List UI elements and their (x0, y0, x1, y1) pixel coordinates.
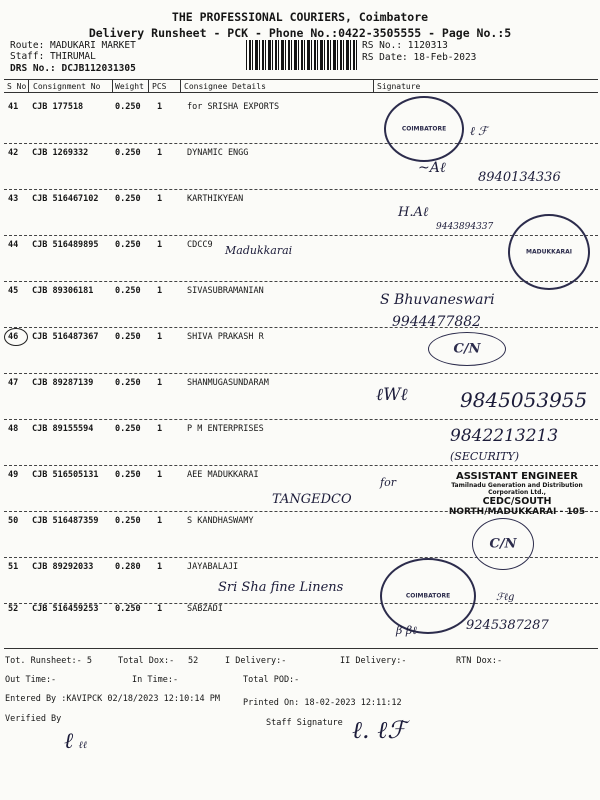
cn-mark-46: C/N (428, 332, 506, 366)
row-consignee: SABZADI (187, 604, 223, 614)
total-dox-value: 52 (188, 656, 199, 666)
handwriting-srisha: Sri Sha fine Linens (218, 580, 344, 595)
row-pcs: 1 (157, 102, 163, 112)
row-pcs: 1 (157, 604, 163, 614)
row-pcs: 1 (157, 240, 163, 250)
row-consignment: CJB 177518 (32, 102, 84, 112)
company-title: THE PROFESSIONAL COURIERS, Coimbatore (171, 10, 429, 24)
phone-45: 9944477882 (392, 314, 482, 330)
row-46-circle-mark (4, 328, 28, 346)
signature-47: ℓWℓ (376, 385, 408, 405)
row-consignment: CJB 89306181 (32, 286, 94, 296)
row-consignment: CJB 89287139 (32, 378, 94, 388)
table-row (4, 282, 598, 328)
row-consignee: CDCC9 (187, 240, 213, 250)
row-weight: 0.250 (115, 604, 141, 614)
row-pcs: 1 (157, 424, 163, 434)
for-49: for (380, 476, 396, 489)
col-divider (148, 80, 149, 92)
phone-48: 9842213213 (450, 426, 559, 446)
row-weight: 0.280 (115, 562, 141, 572)
row-consignment: CJB 516487367 (32, 332, 99, 342)
row-weight: 0.250 (115, 102, 141, 112)
entered-by: Entered By :KAVIPCK 02/18/2023 12:10:14 PM (5, 694, 220, 704)
col-weight: Weight (115, 82, 144, 91)
signature-42: ~Aℓ (418, 160, 446, 176)
row-weight: 0.250 (115, 378, 141, 388)
assistant-engineer-stamp: ASSISTANT ENGINEER Tamilnadu Generation and Distribution Corporation Ltd., CEDC/SOUTH NORTH/MADUKKARAI - 105 (448, 471, 586, 517)
header-rule-bottom (4, 92, 598, 93)
signature-43: H.Aℓ (398, 205, 429, 220)
rtn-dox: RTN Dox:- (456, 656, 503, 666)
row-pcs: 1 (157, 194, 163, 204)
col-divider (28, 80, 29, 92)
row-weight: 0.250 (115, 286, 141, 296)
security-note-48: (SECURITY) (450, 450, 520, 463)
row-sno: 44 (8, 240, 19, 250)
footer-rule (4, 648, 598, 649)
col-signature: Signature (377, 82, 421, 91)
row-weight: 0.250 (115, 240, 141, 250)
out-time: Out Time:- (5, 675, 57, 685)
handwriting-bhuvaneswari: S Bhuvaneswari (380, 292, 495, 308)
row-consignment: CJB 516459253 (32, 604, 99, 614)
row-weight: 0.250 (115, 194, 141, 204)
row-consignee: SHIVA PRAKASH R (187, 332, 264, 342)
signature-51: ℱℓg (496, 592, 515, 603)
row-sno: 46 (8, 332, 19, 342)
total-pod: Total POD:- (243, 675, 300, 685)
col-divider (112, 80, 113, 92)
col-consignee: Consignee Details (184, 82, 266, 91)
cn-mark-50: C/N (472, 518, 534, 570)
row-consignee: SIVASUBRAMANIAN (187, 286, 264, 296)
phone-43: 9443894337 (436, 222, 494, 232)
phone-52: 9245387287 (466, 618, 549, 633)
row-pcs: 1 (157, 470, 163, 480)
signature-52: β βℓ (396, 624, 417, 637)
srisha-stamp-top: COIMBATORE (384, 96, 464, 162)
row-sno: 42 (8, 148, 19, 158)
row-sno: 45 (8, 286, 19, 296)
staff-signature: ℓ. ℓℱ (352, 716, 407, 744)
row-sno: 52 (8, 604, 19, 614)
rs-number: RS No.: 1120313 (362, 40, 448, 51)
table-row (4, 98, 598, 144)
barcode (246, 40, 358, 70)
row-pcs: 1 (157, 286, 163, 296)
bank-stamp: MADUKKARAI (508, 214, 590, 290)
row-consignee: P M ENTERPRISES (187, 424, 264, 434)
row-consignee: for SRISHA EXPORTS (187, 102, 280, 112)
row-consignment: CJB 516467102 (32, 194, 99, 204)
ii-delivery: II Delivery:- (340, 656, 407, 666)
tot-runsheet: Tot. Runsheet:- 5 (5, 656, 92, 666)
row-sno: 48 (8, 424, 19, 434)
row-consignment: CJB 89155594 (32, 424, 94, 434)
runsheet-title: Delivery Runsheet - PCK - Phone No.:0422-3505555 - Page No.:5 (88, 26, 512, 40)
row-consignee: SHANMUGASUNDARAM (187, 378, 269, 388)
verified-by: Verified By (5, 714, 62, 724)
rs-date: RS Date: 18-Feb-2023 (362, 52, 477, 63)
row-consignee: AEE MADUKKARAI (187, 470, 259, 480)
route-label: Route: MADUKARI MARKET (10, 40, 136, 51)
row-weight: 0.250 (115, 470, 141, 480)
col-consignment: Consignment No (33, 82, 101, 91)
row-consignment: CJB 516489895 (32, 240, 99, 250)
row-sno: 51 (8, 562, 19, 572)
handwriting-tangedco: TANGEDCO (272, 492, 352, 507)
verified-signature: ℓ ℓℓ (64, 729, 88, 754)
row-weight: 0.250 (115, 424, 141, 434)
row-consignment: CJB 1269332 (32, 148, 89, 158)
row-consignment: CJB 516505131 (32, 470, 99, 480)
i-delivery: I Delivery:- (225, 656, 287, 666)
header-rule-top (4, 79, 598, 80)
total-dox-label: Total Dox:- (118, 656, 175, 666)
col-divider (180, 80, 181, 92)
row-pcs: 1 (157, 378, 163, 388)
row-pcs: 1 (157, 148, 163, 158)
row-weight: 0.250 (115, 332, 141, 342)
staff-signature-label: Staff Signature (266, 718, 343, 728)
row-sno: 43 (8, 194, 19, 204)
row-consignee: S KANDHASWAMY (187, 516, 254, 526)
row-sno: 50 (8, 516, 19, 526)
col-pcs: PCS (152, 82, 167, 91)
signature-41: ℓ ℱ (470, 124, 488, 138)
row-consignee: JAYABALAJI (187, 562, 239, 572)
row-pcs: 1 (157, 562, 163, 572)
row-sno: 47 (8, 378, 19, 388)
row-weight: 0.250 (115, 516, 141, 526)
drs-number: DRS No.: DCJB112031305 (10, 63, 136, 74)
in-time: In Time:- (132, 675, 179, 685)
handwriting-madukkarai: Madukkarai (225, 244, 293, 257)
row-pcs: 1 (157, 516, 163, 526)
staff-label: Staff: THIRUMAL (10, 51, 96, 62)
row-consignment: CJB 89292033 (32, 562, 94, 572)
phone-47: 9845053955 (460, 388, 588, 412)
phone-42: 8940134336 (478, 170, 561, 185)
printed-on: Printed On: 18-02-2023 12:11:12 (243, 698, 402, 708)
col-sno: S No (7, 82, 27, 91)
row-consignment: CJB 516487359 (32, 516, 99, 526)
table-row (4, 328, 598, 374)
row-consignee: KARTHIKYEAN (187, 194, 244, 204)
row-pcs: 1 (157, 332, 163, 342)
table-row (4, 190, 598, 236)
row-weight: 0.250 (115, 148, 141, 158)
row-sno: 41 (8, 102, 19, 112)
row-consignee: DYNAMIC ENGG (187, 148, 249, 158)
srisha-stamp-bottom: COIMBATORE (380, 558, 476, 634)
row-sno: 49 (8, 470, 19, 480)
col-divider (373, 80, 374, 92)
